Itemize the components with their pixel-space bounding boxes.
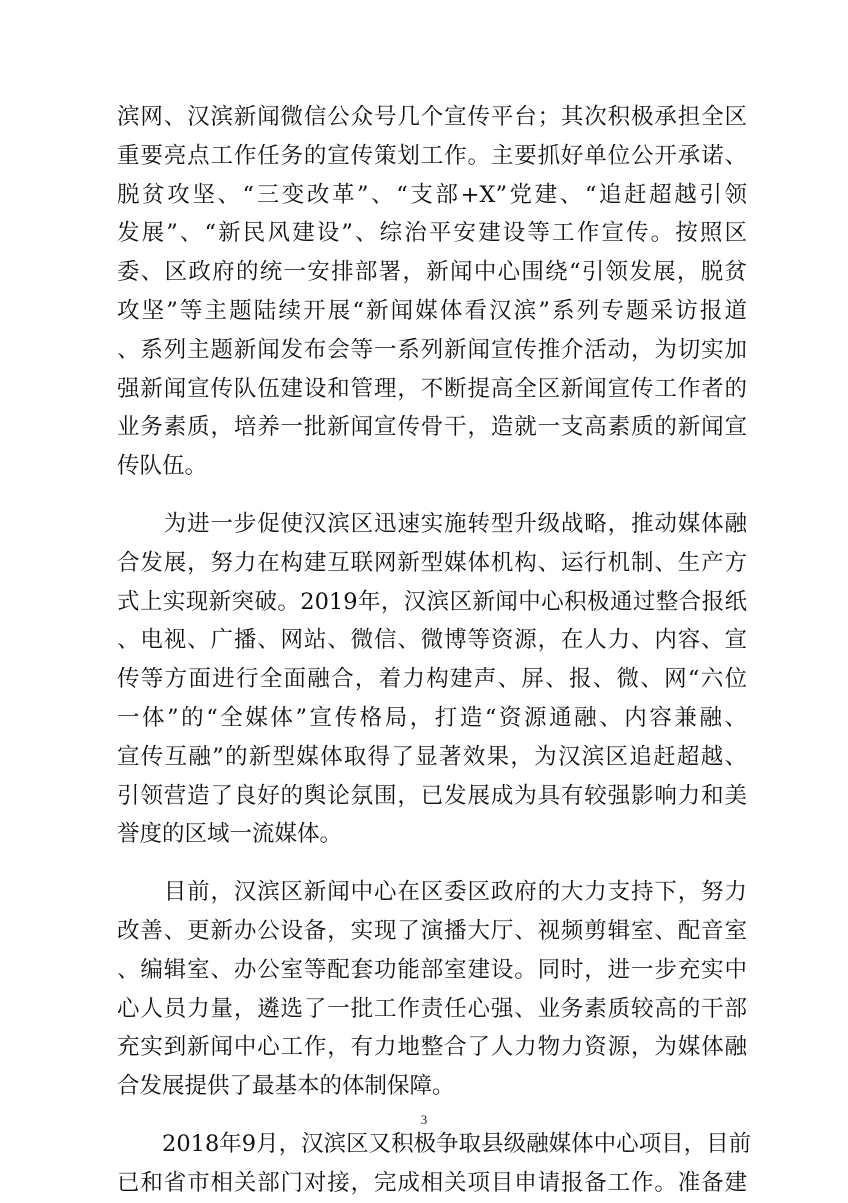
text-line: 引领营造了良好的舆论氛围，已发展成为具有较强影响力和美: [117, 782, 747, 809]
page-number: 3: [420, 1112, 428, 1127]
body-text: [117, 98, 752, 1203]
paragraph-1: [117, 98, 747, 486]
text-line: 脱贫攻坚、“三变改革”、“支部+X”党建、“追赶超越引领: [117, 181, 747, 208]
paragraph-3: [117, 873, 747, 1106]
text-line: 滨网、汉滨新闻微信公众号几个宣传平台；其次积极承担全区: [117, 104, 747, 130]
text-line: 已和省市相关部门对接，完成相关项目申请报备工作。准备建: [117, 1169, 747, 1196]
text-line: 改善、更新办公设备，实现了演播大厅、视频剪辑室、配音室: [117, 917, 747, 944]
paragraph-2: [117, 505, 747, 854]
text-line: 传队伍。: [117, 453, 208, 480]
text-line: 传等方面进行全面融合，着力构建声、屏、报、微、网“六位: [117, 666, 747, 693]
text-line: 重要亮点工作任务的宣传策划工作。主要抓好单位公开承诺、: [117, 142, 747, 169]
text-line: 2018年9月，汉滨区又积极争取县级融媒体中心项目，目前: [117, 1130, 752, 1157]
text-line: 充实到新闻中心工作，有力地整合了人力物力资源，为媒体融: [117, 1034, 747, 1061]
text-line: 誉度的区域一流媒体。: [117, 821, 343, 848]
text-line: 心人员力量，遴选了一批工作责任心强、业务素质较高的干部: [117, 995, 747, 1022]
text-line: 宣传互融”的新型媒体取得了显著效果，为汉滨区追赶超越、: [117, 743, 747, 770]
text-line: 强新闻宣传队伍建设和管理，不断提高全区新闻宣传工作者的: [117, 375, 747, 402]
text-line: 、电视、广播、网站、微信、微博等资源，在人力、内容、宣: [117, 627, 747, 654]
paragraph-4: [117, 1125, 752, 1203]
text-line: 式上实现新突破。2019年，汉滨区新闻中心积极通过整合报纸: [117, 588, 747, 615]
text-line: 、编辑室、办公室等配套功能部室建设。同时，进一步充实中: [117, 956, 747, 983]
text-line: 一体”的“全媒体”宣传格局，打造“资源通融、内容兼融、: [117, 704, 747, 731]
text-line: 、系列主题新闻发布会等一系列新闻宣传推介活动，为切实加: [117, 336, 747, 363]
text-line: 目前，汉滨区新闻中心在区委区政府的大力支持下，努力: [117, 879, 747, 906]
text-line: 委、区政府的统一安排部署，新闻中心围绕“引领发展，脱贫: [117, 259, 747, 286]
text-line: 合发展，努力在构建互联网新型媒体机构、运行机制、生产方: [117, 549, 747, 576]
text-line: 发展”、“新民风建设”、综治平安建设等工作宣传。按照区: [117, 220, 747, 247]
text-line: 业务素质，培养一批新闻宣传骨干，造就一支高素质的新闻宣: [117, 414, 747, 441]
text-line: 为进一步促使汉滨区迅速实施转型升级战略，推动媒体融: [117, 510, 747, 537]
text-line: 合发展提供了最基本的体制保障。: [117, 1073, 455, 1100]
text-line: 攻坚”等主题陆续开展“新闻媒体看汉滨”系列专题采访报道: [117, 297, 747, 324]
